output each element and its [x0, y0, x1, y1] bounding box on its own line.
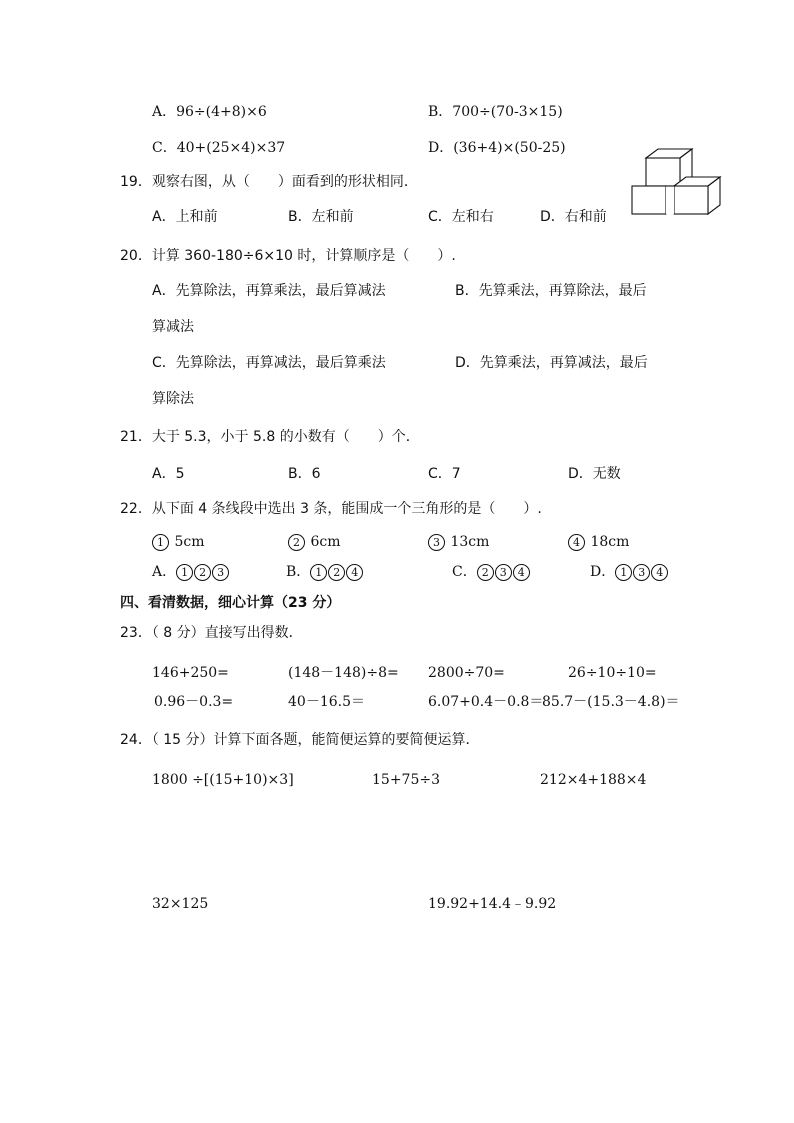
q20-stem: 20．计算 360-180÷6×10 时，计算顺序是（ ）.: [120, 248, 456, 264]
q22-option-c: [452, 563, 531, 581]
q23-expr: 0.96－0.3=: [154, 694, 234, 710]
q20-option-b: B．先算乘法，再算除法，最后: [455, 283, 647, 299]
q18-option-c: C．40+(25×4)×37: [152, 140, 286, 156]
q22-option-d: [590, 563, 669, 581]
q23-expr: (148－148)÷8=: [288, 665, 399, 681]
q20-option-a: A．先算除法，再算乘法，最后算减法: [152, 283, 386, 299]
circled-number: 2: [328, 564, 345, 581]
circled-number: 3: [495, 564, 512, 581]
segment-length: 5cm: [174, 534, 205, 550]
option-prefix: D．: [590, 564, 616, 580]
circled-number: 2: [288, 534, 305, 551]
circled-number: 3: [633, 564, 650, 581]
q20-option-d-continued: 算除法: [152, 391, 194, 407]
q24-stem: 24．（ 15 分）计算下面各题，能简便运算的要简便运算．: [120, 732, 480, 748]
q20-option-b-continued: 算减法: [152, 319, 194, 335]
q23-expr: 85.7－(15.3－4.8)＝: [542, 694, 680, 710]
q21-option-c: C．7: [428, 466, 461, 482]
circled-number: 1: [310, 564, 327, 581]
q19-option-d: D．右和前: [540, 209, 607, 225]
q18-option-d: D．(36+4)×(50-25): [428, 140, 566, 156]
circled-number: 1: [615, 564, 632, 581]
q22-stem: 22．从下面 4 条线段中选出 3 条，能围成一个三角形的是（ ）.: [120, 501, 542, 517]
q24-expr: 19.92+14.4﹣9.92: [428, 896, 557, 912]
segment-1: [152, 533, 204, 551]
option-prefix: B．: [286, 564, 311, 580]
circled-number: 4: [568, 534, 585, 551]
q24-expr: 1800 ÷[(15+10)×3]: [152, 772, 294, 788]
segment-length: 13cm: [450, 534, 490, 550]
segment-length: 6cm: [310, 534, 341, 550]
circled-number: 1: [176, 564, 193, 581]
q23-expr: 26÷10÷10=: [568, 665, 657, 681]
q21-stem: 21．大于 5.3，小于 5.8 的小数有（ ）个．: [120, 429, 420, 445]
option-prefix: A．: [152, 564, 177, 580]
q24-expr: 32×125: [152, 896, 209, 912]
segment-2: [288, 533, 340, 551]
q19-option-b: B．左和前: [288, 209, 354, 225]
q23-expr: 40－16.5＝: [288, 694, 365, 710]
q19-option-a: A．上和前: [152, 209, 218, 225]
circled-number: 4: [346, 564, 363, 581]
q19-option-c: C．左和右: [428, 209, 494, 225]
q24-expr: 15+75÷3: [372, 772, 440, 788]
segment-4: [568, 533, 629, 551]
circled-number: 3: [212, 564, 229, 581]
circled-number: 4: [651, 564, 668, 581]
q23-stem: 23．（ 8 分）直接写出得数．: [120, 625, 303, 641]
q20-option-d: D．先算乘法，再算减法，最后: [455, 355, 648, 371]
q23-expr: 6.07+0.4－0.8＝: [428, 694, 544, 710]
q23-expr: 2800÷70=: [428, 665, 505, 681]
q21-option-a: A．5: [152, 466, 185, 482]
q19-stem: 19．观察右图，从（ ）面看到的形状相同．: [120, 174, 418, 190]
option-prefix: C．: [452, 564, 477, 580]
q21-option-d: D．无数: [568, 466, 621, 482]
circled-number: 2: [477, 564, 494, 581]
q20-option-c: C．先算除法，再算减法，最后算乘法: [152, 355, 386, 371]
cube-stack-figure: [628, 146, 722, 226]
segment-length: 18cm: [590, 534, 630, 550]
q22-option-a: [152, 563, 230, 581]
circled-number: 2: [194, 564, 211, 581]
segment-3: [428, 533, 489, 551]
q21-option-b: B．6: [288, 466, 321, 482]
circled-number: 1: [152, 534, 169, 551]
q18-option-a: A．96÷(4+8)×6: [152, 104, 267, 120]
q24-expr: 212×4+188×4: [540, 772, 647, 788]
q22-option-b: [286, 563, 364, 581]
section-4-title: 四、看清数据，细心计算（23 分）: [120, 595, 341, 611]
q23-expr: 146+250=: [152, 665, 229, 681]
circled-number: 3: [428, 534, 445, 551]
circled-number: 4: [513, 564, 530, 581]
q18-option-b: B．700÷(70-3×15): [428, 104, 563, 120]
